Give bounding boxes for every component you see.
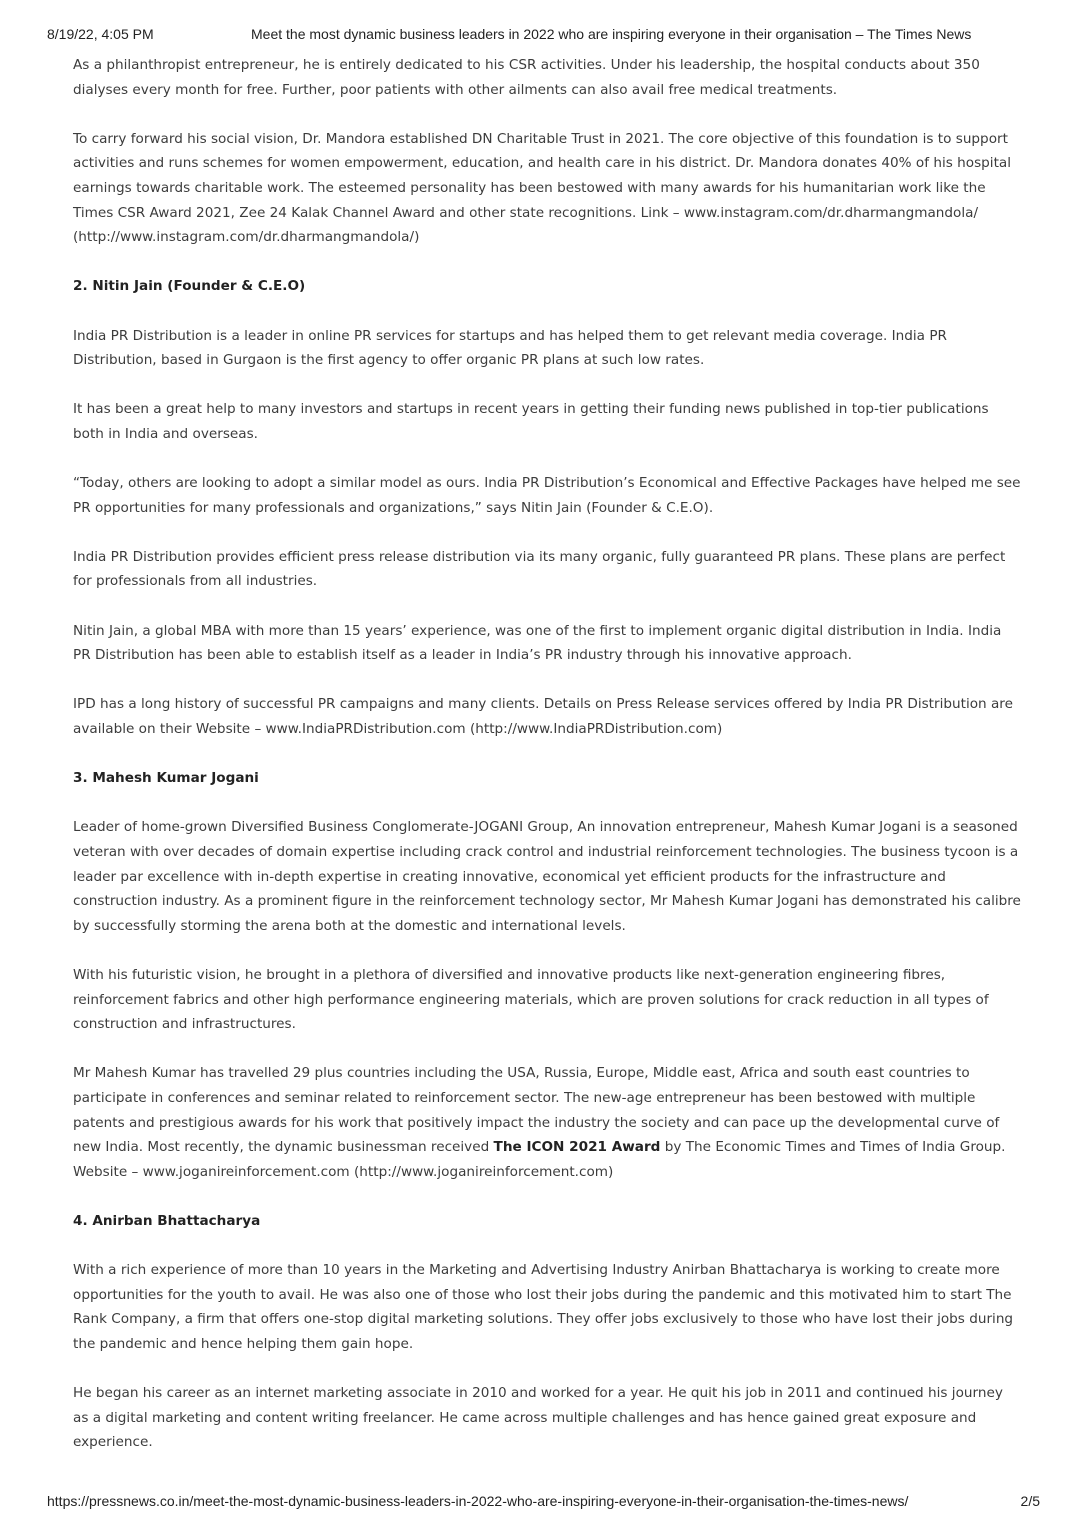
paragraph: As a philanthropist entrepreneur, he is entirely dedicated to his CSR activities. Under his leadership, the hospital conducts about 350 dialyses every month for free. Further, poor patients with other ailments can also avail free medical treatments. <box>73 57 980 98</box>
paragraph: Nitin Jain, a global MBA with more than 15 years’ experience, was one of the first to implement organic digital distribution in India. India PR Distribution has been able to establish itself as a leader in India’s PR industry through his innovative approach. <box>73 622 1002 664</box>
paragraph-text: by The Economic Times and Times of India Group. Website – www.joganireinforcement.com (http://www.joganireinforcement.com) <box>73 1139 1006 1180</box>
paragraph: India PR Distribution provides efficient press release distribution via its many organic, fully guaranteed PR plans. These plans are perfect for professionals from all industries. <box>73 548 1006 590</box>
paragraph: It has been a great help to many investors and startups in recent years in getting their funding news published in top-tier publications both in India and overseas. <box>73 401 989 442</box>
paragraph: Leader of home-grown Diversified Business Conglomerate-JOGANI Group, An innovation entrepreneur, Mahesh Kumar Jogani is a seasoned veteran with over decades of domain expertise including crack control and industrial reinforcement technologies. The business tycoon is a leader par excellence with in-depth expertise in creating innovative, economical yet efficient products for the infrastructure and construction industry. As a prominent figure in the reinforcement technology sector, Mr Mahesh Kumar Jogani has demonstrated his calibre by successfully storming the arena both at the domestic and international levels. <box>73 819 1021 934</box>
print-datetime: 8/19/22, 4:05 PM <box>47 26 154 42</box>
paragraph: With a rich experience of more than 10 years in the Marketing and Advertising Industry Anirban Bhattacharya is working to create more opportunities for the youth to avail. He was also one of those who lost their jobs during the pandemic and this motivated him to start The Rank Company, a firm that offers one-stop digital marketing solutions. They offer jobs exclusively to those who have lost their jobs during the pandemic and hence helping them gain hope. <box>73 1262 1014 1352</box>
page-number: 2/5 <box>1020 1493 1040 1509</box>
paragraph: “Today, others are looking to adopt a similar model as ours. India PR Distribution’s Economical and Effective Packages have helped me see PR opportunities for many professionals and organizations,” says Nitin Jain (Founder & C.E.O). <box>73 475 1021 516</box>
paragraph-text: Mr Mahesh Kumar has travelled 29 plus countries including the USA, Russia, Europe, Middle east, Africa and south east countries to participate in conferences and seminar related to reinforcement sector. The new-age entrepreneur has been bestowed with multiple patents and prestigious awards for his work that positively impact the industry the society and can pace up the developmental curve of new India. Most recently, the dynamic businessman received <box>73 1065 1000 1156</box>
paragraph: IPD has a long history of successful PR campaigns and many clients. Details on Press Release services offered by India PR Distribution are available on their Website – www.IndiaPRDistribution.com (http://www.IndiaPRDistribution.com) <box>73 696 1013 738</box>
paragraph: With his futuristic vision, he brought in a plethora of diversified and innovative products like next-generation engineering fibres, reinforcement fabrics and other high performance engineering materials, which are proven solutions for crack reduction in all types of construction and infrastructures. <box>73 966 989 1033</box>
print-header <box>47 26 1027 44</box>
paragraph: India PR Distribution is a leader in online PR services for startups and has helped them to get relevant media coverage. India PR Distribution, based in Gurgaon is the first agency to offer organic PR plans at such low rates. <box>73 327 947 369</box>
print-page-url: https://pressnews.co.in/meet-the-most-dynamic-business-leaders-in-2022-who-are-inspiring-everyone-in-their-organisation-the-times-news/ <box>47 1493 909 1509</box>
section-heading-nitin-jain: 2. Nitin Jain (Founder & C.E.O) <box>73 278 306 295</box>
section-heading-anirban-bhattacharya: 4. Anirban Bhattacharya <box>73 1212 261 1229</box>
paragraph: He began his career as an internet marketing associate in 2010 and worked for a year. He quit his job in 2011 and continued his journey as a digital marketing and content writing freelancer. He came across multiple challenges and has hence gained great exposure and experience. <box>73 1385 1003 1451</box>
section-heading-mahesh-kumar-jogani: 3. Mahesh Kumar Jogani <box>73 770 259 787</box>
paragraph: To carry forward his social vision, Dr. Mandora established DN Charitable Trust in 2021. The core objective of this foundation is to support activities and runs schemes for women empowerment, education, and health care in his district. Dr. Mandora donates 40% of his hospital earnings towards charitable work. The esteemed personality has been bestowed with many awards for his humanitarian work like the Times CSR Award 2021, Zee 24 Kalak Channel Award and other state recognitions. Link – www.instagram.com/dr.dharmangmandola/ (http://www.instagram.com/dr.dharmangmandola/) <box>73 130 1012 246</box>
print-footer <box>47 1493 1040 1511</box>
award-name: The ICON 2021 Award <box>493 1139 661 1156</box>
article-body <box>73 53 1021 1479</box>
paragraph <box>73 1061 1021 1184</box>
print-page-title: Meet the most dynamic business leaders in 2022 who are inspiring everyone in their organisation – The Times News <box>251 26 972 42</box>
